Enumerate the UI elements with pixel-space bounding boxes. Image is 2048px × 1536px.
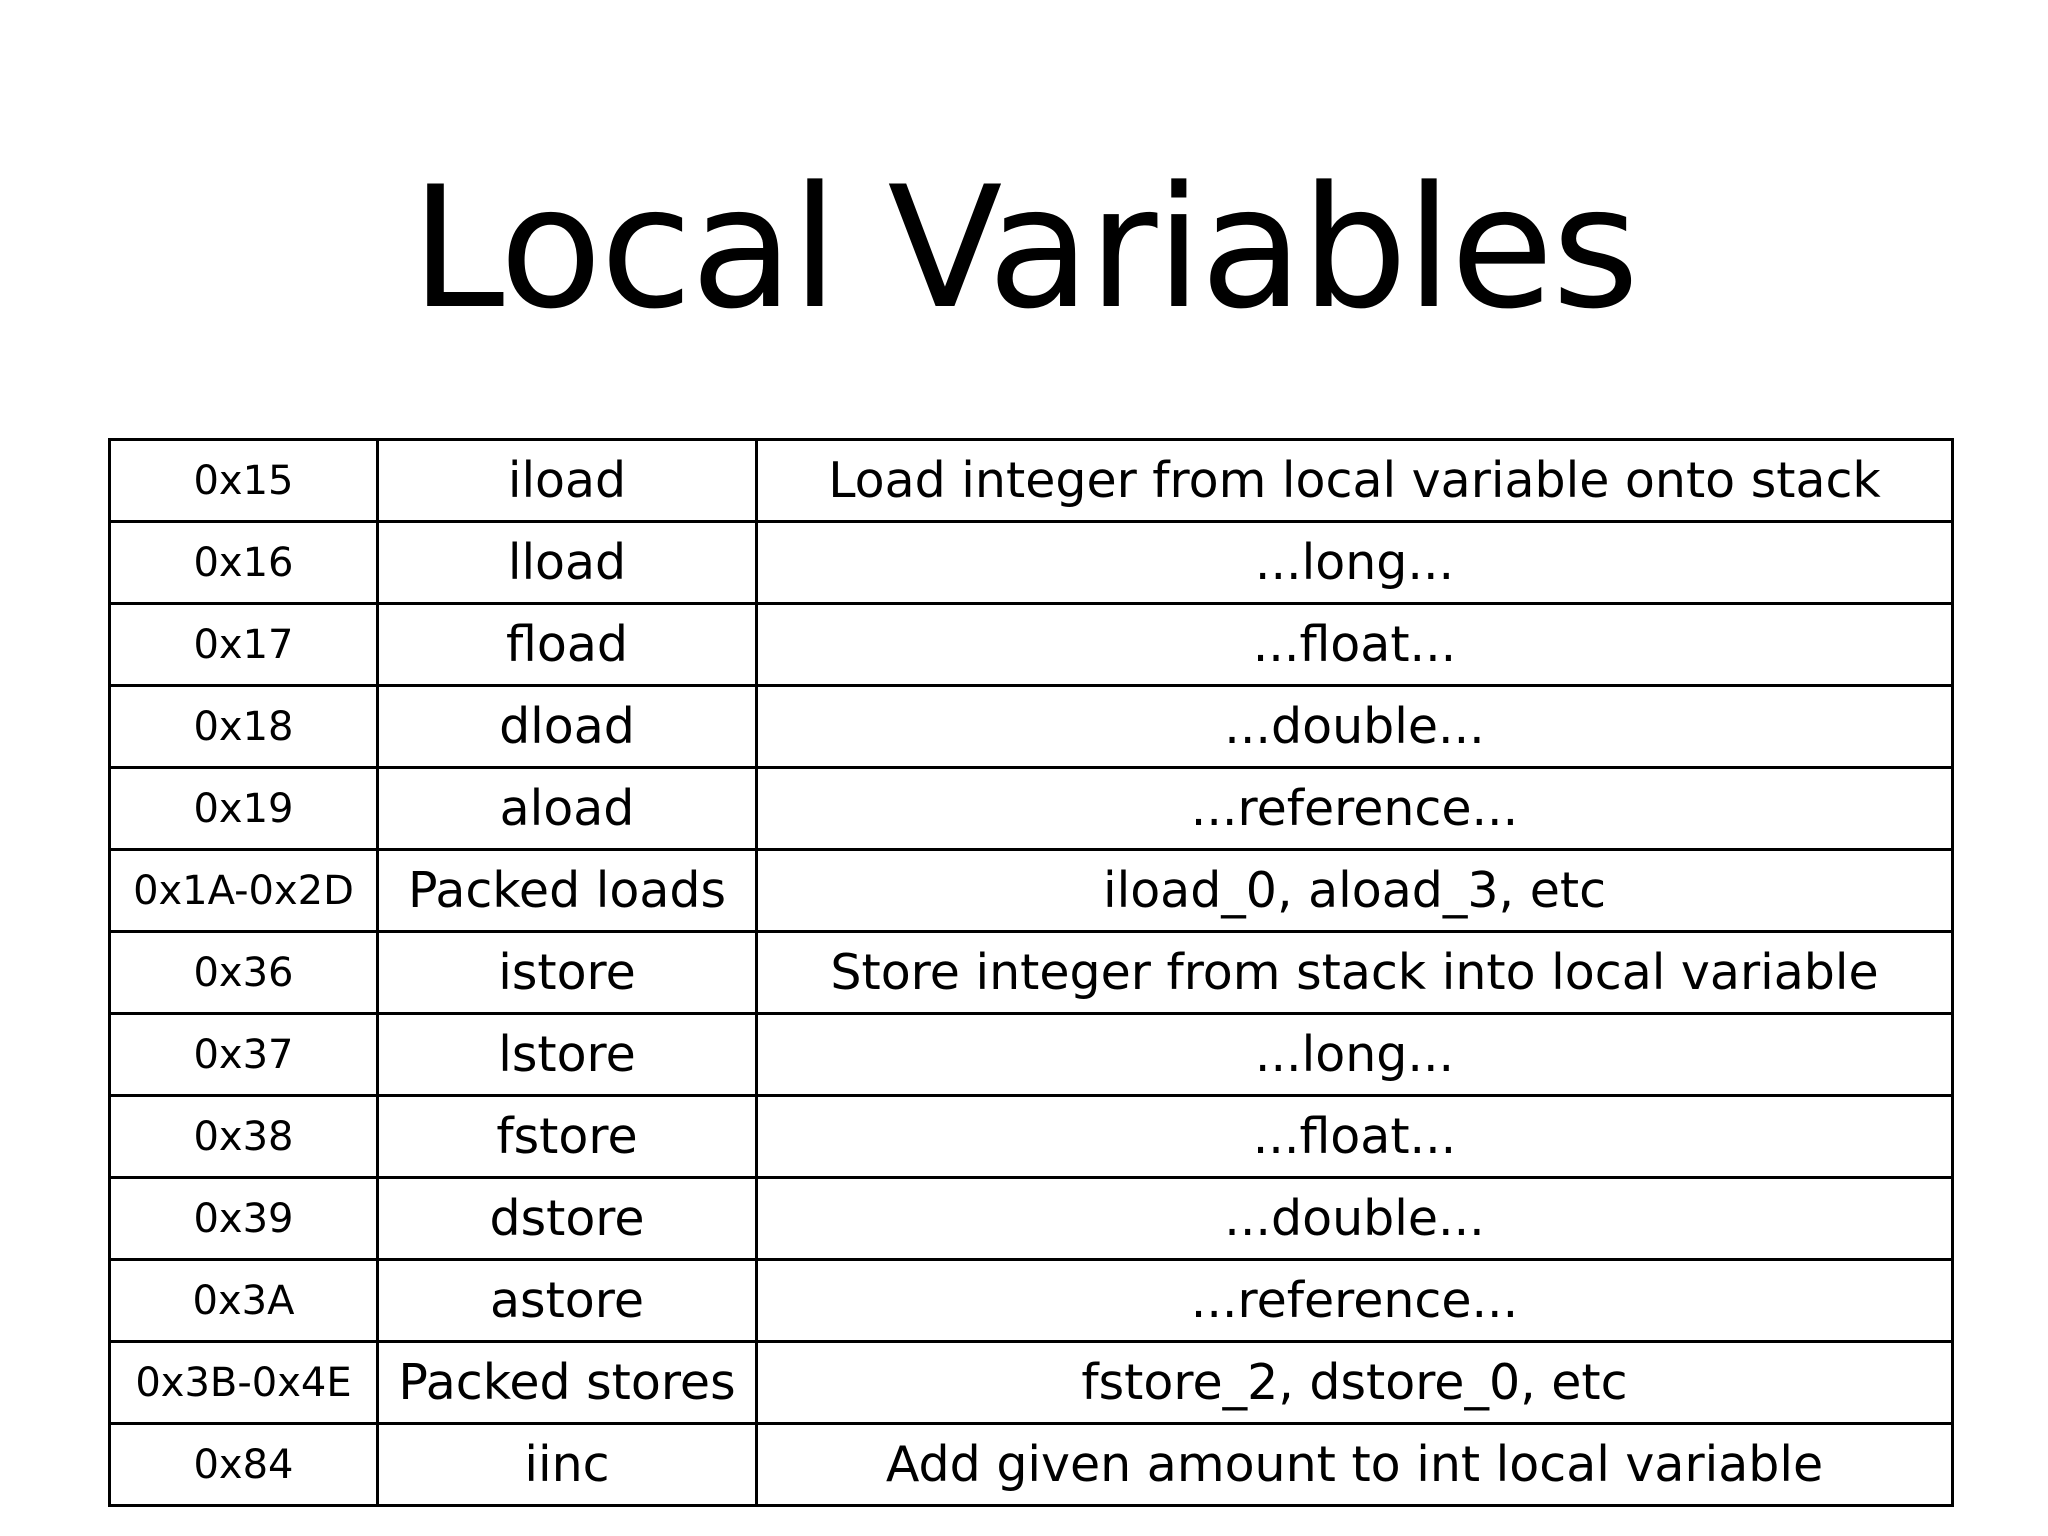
instruction-cell: lstore bbox=[378, 1014, 757, 1096]
description-cell: ...float... bbox=[757, 604, 1953, 686]
instruction-cell: Packed stores bbox=[378, 1342, 757, 1424]
description-cell: Store integer from stack into local variable bbox=[757, 932, 1953, 1014]
opcode-cell: 0x3A bbox=[110, 1260, 378, 1342]
table-row bbox=[110, 604, 1953, 686]
opcode-cell: 0x19 bbox=[110, 768, 378, 850]
opcode-table-body bbox=[110, 440, 1953, 1506]
opcode-cell: 0x39 bbox=[110, 1178, 378, 1260]
opcode-cell: 0x17 bbox=[110, 604, 378, 686]
description-cell: Load integer from local variable onto stack bbox=[757, 440, 1953, 522]
table-row bbox=[110, 850, 1953, 932]
opcode-table bbox=[108, 438, 1954, 1507]
description-cell: ...long... bbox=[757, 522, 1953, 604]
table-row bbox=[110, 1260, 1953, 1342]
instruction-cell: aload bbox=[378, 768, 757, 850]
opcode-cell: 0x84 bbox=[110, 1424, 378, 1506]
description-cell: ...double... bbox=[757, 1178, 1953, 1260]
table-row bbox=[110, 686, 1953, 768]
opcode-cell: 0x16 bbox=[110, 522, 378, 604]
description-cell: ...reference... bbox=[757, 768, 1953, 850]
table-row bbox=[110, 1178, 1953, 1260]
description-cell: ...long... bbox=[757, 1014, 1953, 1096]
opcode-cell: 0x38 bbox=[110, 1096, 378, 1178]
instruction-cell: lload bbox=[378, 522, 757, 604]
description-cell: ...double... bbox=[757, 686, 1953, 768]
description-cell: ...reference... bbox=[757, 1260, 1953, 1342]
instruction-cell: dstore bbox=[378, 1178, 757, 1260]
opcode-cell: 0x37 bbox=[110, 1014, 378, 1096]
instruction-cell: astore bbox=[378, 1260, 757, 1342]
description-cell: iload_0, aload_3, etc bbox=[757, 850, 1953, 932]
table-row bbox=[110, 1096, 1953, 1178]
table-row bbox=[110, 522, 1953, 604]
table-row bbox=[110, 1424, 1953, 1506]
opcode-cell: 0x15 bbox=[110, 440, 378, 522]
instruction-cell: iload bbox=[378, 440, 757, 522]
instruction-cell: dload bbox=[378, 686, 757, 768]
instruction-cell: istore bbox=[378, 932, 757, 1014]
table-row bbox=[110, 1342, 1953, 1424]
opcode-cell: 0x3B-0x4E bbox=[110, 1342, 378, 1424]
instruction-cell: Packed loads bbox=[378, 850, 757, 932]
description-cell: ...float... bbox=[757, 1096, 1953, 1178]
opcode-cell: 0x18 bbox=[110, 686, 378, 768]
description-cell: Add given amount to int local variable bbox=[757, 1424, 1953, 1506]
instruction-cell: iinc bbox=[378, 1424, 757, 1506]
instruction-cell: fstore bbox=[378, 1096, 757, 1178]
instruction-cell: fload bbox=[378, 604, 757, 686]
opcode-cell: 0x1A-0x2D bbox=[110, 850, 378, 932]
table-row bbox=[110, 1014, 1953, 1096]
table-row bbox=[110, 440, 1953, 522]
slide-title: Local Variables bbox=[410, 150, 1638, 346]
description-cell: fstore_2, dstore_0, etc bbox=[757, 1342, 1953, 1424]
opcode-cell: 0x36 bbox=[110, 932, 378, 1014]
table-row bbox=[110, 932, 1953, 1014]
table-row bbox=[110, 768, 1953, 850]
